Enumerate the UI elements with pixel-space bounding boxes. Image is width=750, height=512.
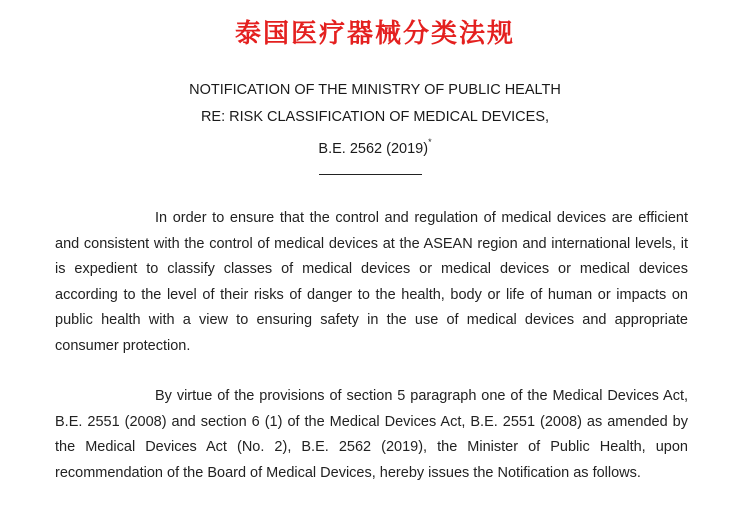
footnote-marker: * bbox=[428, 137, 432, 147]
notification-date: B.E. 2562 (2019) bbox=[318, 140, 429, 157]
enacting-paragraph bbox=[55, 384, 688, 486]
preamble-paragraph bbox=[55, 206, 688, 359]
preamble-text: In order to ensure that the control and regulation of medical devices are efficient and consistent with the control of medical devices at the ASEAN region and international levels, it is expedient to classify classes of medical devices or medical devices or medical devices according to the level of their risks of danger to the health, body or life of human or impacts on public health with a view to ensuring safety in the use of medical devices and appropriate consumer protection. bbox=[55, 210, 688, 354]
notification-heading-line-1: NOTIFICATION OF THE MINISTRY OF PUBLIC HEALTH bbox=[189, 82, 561, 98]
notification-heading-line-3 bbox=[0, 134, 750, 159]
chinese-title: 泰国医疗器械分类法规 bbox=[234, 19, 515, 49]
notification-heading-line-2: RE: RISK CLASSIFICATION OF MEDICAL DEVICES, bbox=[200, 109, 550, 125]
enacting-text: By virtue of the provisions of section 5 paragraph one of the Medical Devices Act, B.E. 2551 (2008) and section 6 (1) of the Medical Devices Act, B.E. 2551 (2008) as amended by the Medical Devices Act (No. 2), B.E. 2562 (2019), the Minister of Public Health, upon recommendation of the Board of Medical Devices, hereby issues the Notification as follows. bbox=[55, 388, 688, 481]
heading-divider bbox=[319, 174, 422, 175]
